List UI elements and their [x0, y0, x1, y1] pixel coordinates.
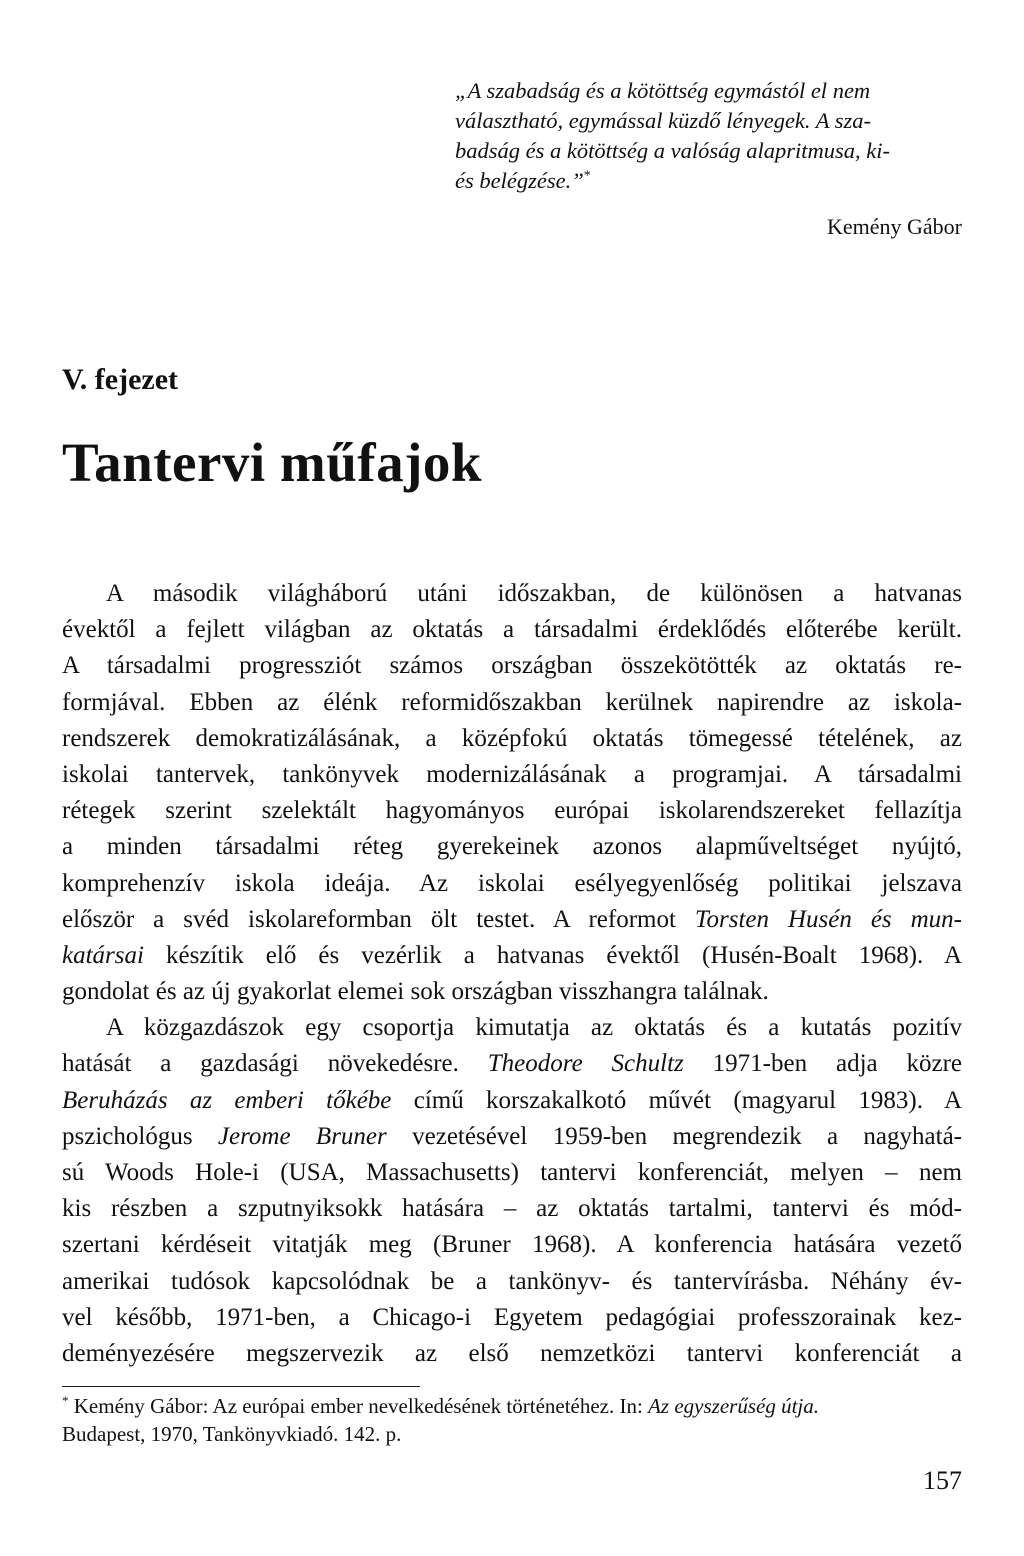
body-text-run: először a svéd iskolareformban ölt testet. A reformot	[62, 905, 676, 933]
author-name-italic: Jerome Bruner	[217, 1122, 387, 1150]
body-line: A társadalmi progressziót számos országban összekötötték az oktatás re-	[62, 652, 962, 680]
author-name-italic: Theodore Schultz	[487, 1050, 684, 1078]
body-text-run: pszichológus	[62, 1122, 193, 1150]
body-line: komprehenzív iskola ideája. Az iskolai esélyegyenlőség politikai jelszava	[62, 869, 962, 897]
epigraph-line: badság és a kötöttség a valóság alapritmusa, ki-	[455, 138, 890, 163]
chapter-title: Tantervi műfajok	[62, 432, 483, 493]
body-line: gondolat és az új gyakorlat elemei sok országban visszhangra találnak.	[62, 978, 769, 1006]
body-line	[62, 938, 962, 974]
body-text-run: 1971-ben adja közre	[712, 1050, 963, 1078]
epigraph-line: „A szabadság és a kötöttség egymástól el nem	[455, 78, 871, 103]
epigraph-quote	[455, 76, 963, 196]
body-line: A közgazdászok egy csoportja kimutatja az oktatás és a kutatás pozitív	[106, 1014, 962, 1042]
page-number: 157	[923, 1466, 962, 1495]
body-line	[62, 1083, 962, 1119]
footnote-divider	[62, 1386, 420, 1387]
body-text-run: vezetésével 1959-ben megrendezik a nagyhatá-	[412, 1122, 962, 1150]
footnote-text: Budapest, 1970, Tankönyvkiadó. 142. p.	[62, 1422, 402, 1446]
body-line: évektől a fejlett világban az oktatás a társadalmi érdeklődés előterébe került.	[62, 616, 962, 644]
body-line: vel később, 1971-ben, a Chicago-i Egyetem pedagógiai professzorainak kez-	[62, 1303, 962, 1331]
author-names-italic: katársai	[62, 941, 144, 969]
epigraph-last-text: és belégzése.”	[455, 168, 584, 193]
body-text-run: című korszakalkotó művét (magyarul 1983). A	[413, 1086, 962, 1114]
chapter-label: V. fejezet	[62, 363, 179, 396]
body-line	[62, 1046, 962, 1082]
footnote-book-title: Az egyszerűség útja.	[648, 1394, 819, 1418]
epigraph-author: Kemény Gábor	[826, 214, 962, 239]
body-line: amerikai tudósok kapcsolódnak be a tankönyv- és tantervírásba. Néhány év-	[62, 1267, 962, 1295]
body-line: A második világháború utáni időszakban, de különösen a hatvanas	[106, 580, 962, 607]
body-line: a minden társadalmi réteg gyerekeinek azonos alapműveltséget nyújtó,	[62, 833, 962, 861]
body-line	[62, 902, 962, 938]
body-line: sú Woods Hole-i (USA, Massachusetts) tantervi konferenciát, melyen – nem	[62, 1159, 962, 1186]
body-text	[62, 576, 962, 1372]
author-names-italic: Torsten Husén és mun-	[694, 905, 962, 933]
book-title-italic: Beruházás az emberi tőkébe	[62, 1086, 392, 1114]
epigraph-line-last	[455, 166, 963, 196]
body-line: szertani kérdéseit vitatják meg (Bruner 1968). A konferencia hatására vezető	[62, 1231, 962, 1259]
footnote-marker: *	[62, 1393, 69, 1408]
body-line: deményezésére megszervezik az első nemzetközi tantervi konferenciát a	[62, 1339, 962, 1367]
body-text-run: hatását a gazdasági növekedésre.	[62, 1050, 459, 1078]
body-line: formjával. Ebben az élénk reformidőszakban kerülnek napirendre az iskola-	[62, 688, 962, 716]
footnote-text: Kemény Gábor: Az európai ember nevelkedésének történetéhez. In:	[73, 1394, 643, 1418]
body-text-run: készítik elő és vezérlik a hatvanas évektől (Husén-Boalt 1968). A	[166, 941, 963, 969]
body-line: rétegek szerint szelektált hagyományos európai iskolarendszereket fellazítja	[62, 797, 962, 825]
body-line: kis részben a szputnyiksokk hatására – az oktatás tartalmi, tantervi és mód-	[62, 1195, 962, 1223]
footnote	[62, 1392, 962, 1448]
body-line: rendszerek demokratizálásának, a középfokú oktatás tömegessé tételének, az	[62, 724, 962, 752]
body-line	[62, 1119, 962, 1155]
body-line: iskolai tantervek, tankönyvek modernizálásának a programjai. A társadalmi	[62, 760, 962, 788]
epigraph-line: választható, egymással küzdő lényegek. A sza-	[455, 108, 871, 133]
epigraph-footnote-marker: *	[583, 168, 591, 184]
